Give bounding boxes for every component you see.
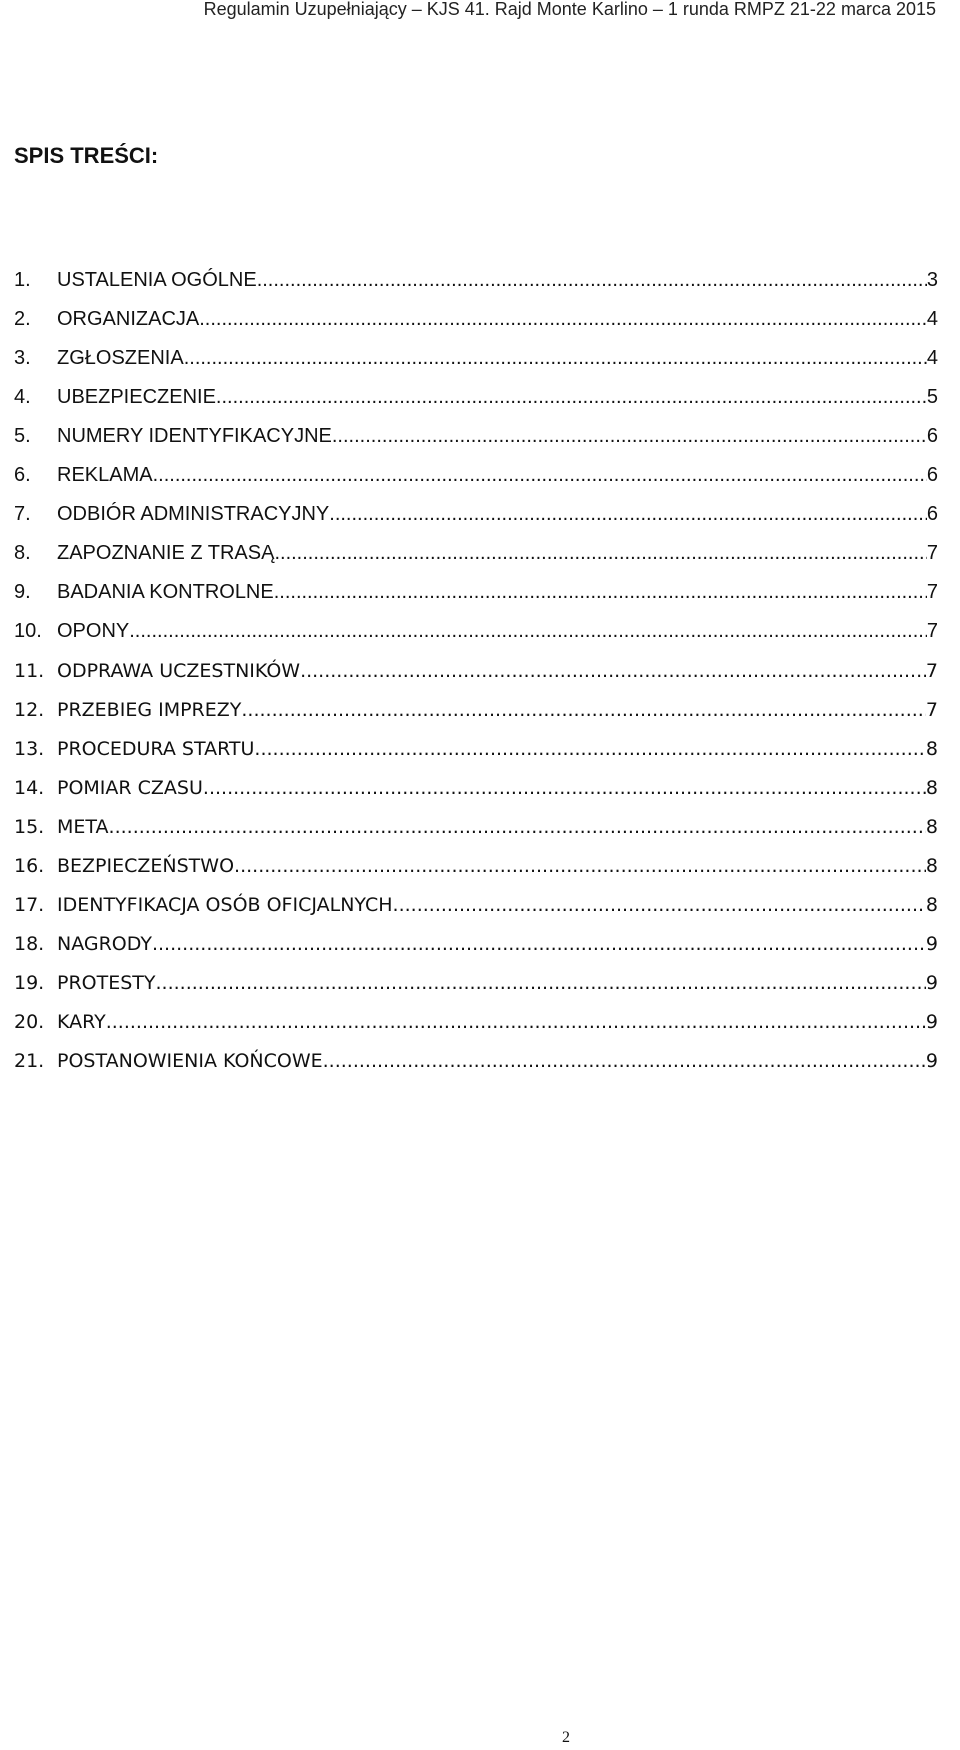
toc-entry-page: 3 bbox=[926, 269, 938, 291]
toc-entry-4[interactable] bbox=[14, 378, 938, 417]
toc-entry-number: 5. bbox=[14, 425, 31, 447]
toc-entry-page: 6 bbox=[926, 464, 938, 486]
toc-entry-label: ZGŁOSZENIA bbox=[57, 347, 184, 369]
toc-entry-number: 1. bbox=[14, 269, 31, 291]
dot-leader bbox=[254, 738, 925, 760]
toc-entry-number: 19. bbox=[14, 971, 45, 994]
running-header: Regulamin Uzupełniający – KJS 41. Rajd Monte Karlino – 1 runda RMPZ 21-22 marca 2015 bbox=[203, 0, 936, 19]
toc-entry-label: ODPRAWA UCZESTNIKÓW bbox=[57, 659, 301, 682]
toc-entry-label: META bbox=[57, 815, 109, 838]
toc-entry-number: 2. bbox=[14, 308, 31, 330]
toc-entry-15[interactable] bbox=[14, 807, 938, 846]
toc-entry-page: 8 bbox=[925, 893, 938, 916]
toc-entry-page: 9 bbox=[925, 1049, 938, 1072]
toc-entry-page: 4 bbox=[926, 347, 938, 369]
toc-entry-label: NAGRODY bbox=[57, 932, 152, 955]
toc-entry-label: OPONY bbox=[57, 620, 130, 642]
toc-entry-page: 7 bbox=[925, 659, 938, 682]
toc-entry-number: 10. bbox=[14, 620, 42, 642]
toc-entry-label: BEZPIECZEŃSTWO bbox=[57, 854, 235, 877]
toc-entry-20[interactable] bbox=[14, 1002, 938, 1041]
toc-entry-label: IDENTYFIKACJA OSÓB OFICJALNYCH bbox=[57, 893, 393, 916]
dot-leader bbox=[257, 269, 927, 292]
page-number: 2 bbox=[562, 1729, 570, 1746]
toc-entry-label: USTALENIA OGÓLNE bbox=[57, 269, 257, 291]
toc-entry-number: 7. bbox=[14, 503, 31, 525]
toc-entry-page: 8 bbox=[925, 776, 938, 799]
dot-leader bbox=[129, 620, 927, 643]
toc-entry-page: 9 bbox=[925, 932, 938, 955]
toc-entry-18[interactable] bbox=[14, 924, 938, 963]
toc-entry-label: PROTESTY bbox=[57, 971, 156, 994]
dot-leader bbox=[216, 386, 927, 409]
toc-entry-number: 15. bbox=[14, 815, 45, 838]
toc-entry-label: ORGANIZACJA bbox=[57, 308, 200, 330]
toc-entry-page: 9 bbox=[925, 971, 938, 994]
dot-leader bbox=[109, 816, 926, 838]
dot-leader bbox=[203, 777, 926, 799]
toc-entry-page: 8 bbox=[925, 737, 938, 760]
toc-entry-number: 18. bbox=[14, 932, 45, 955]
toc-entry-3[interactable] bbox=[14, 339, 938, 378]
toc-entry-16[interactable] bbox=[14, 846, 938, 885]
toc-entry-page: 5 bbox=[926, 386, 938, 408]
toc-entry-number: 13. bbox=[14, 737, 45, 760]
toc-entry-label: ODBIÓR ADMINISTRACYJNY bbox=[57, 503, 330, 525]
dot-leader bbox=[274, 581, 927, 604]
toc-entry-label: NUMERY IDENTYFIKACYJNE bbox=[57, 425, 332, 447]
toc-entry-number: 14. bbox=[14, 776, 45, 799]
dot-leader bbox=[199, 308, 927, 331]
toc-entry-page: 8 bbox=[925, 815, 938, 838]
dot-leader bbox=[152, 933, 926, 955]
toc-entry-17[interactable] bbox=[14, 885, 938, 924]
toc-entry-page: 9 bbox=[925, 1010, 938, 1033]
table-of-contents bbox=[14, 261, 938, 1080]
toc-entry-page: 7 bbox=[925, 698, 938, 721]
toc-entry-label: BADANIA KONTROLNE bbox=[57, 581, 274, 603]
toc-entry-label: ZAPOZNANIE Z TRASĄ bbox=[57, 542, 275, 564]
toc-entry-number: 17. bbox=[14, 893, 45, 916]
toc-entry-1[interactable] bbox=[14, 261, 938, 300]
dot-leader bbox=[234, 855, 926, 877]
toc-entry-page: 6 bbox=[926, 503, 938, 525]
dot-leader bbox=[274, 542, 926, 565]
toc-entry-page: 7 bbox=[926, 581, 938, 603]
dot-leader bbox=[184, 347, 927, 370]
toc-entry-page: 8 bbox=[925, 854, 938, 877]
dot-leader bbox=[153, 464, 927, 487]
toc-entry-label: POSTANOWIENIA KOŃCOWE bbox=[57, 1049, 323, 1072]
dot-leader bbox=[329, 503, 927, 526]
toc-entry-10[interactable] bbox=[14, 612, 938, 651]
toc-entry-7[interactable] bbox=[14, 495, 938, 534]
toc-entry-number: 3. bbox=[14, 347, 31, 369]
toc-entry-number: 8. bbox=[14, 542, 31, 564]
dot-leader bbox=[156, 972, 926, 994]
toc-entry-12[interactable] bbox=[14, 690, 938, 729]
toc-entry-page: 6 bbox=[926, 425, 938, 447]
toc-entry-page: 4 bbox=[926, 308, 938, 330]
toc-entry-8[interactable] bbox=[14, 534, 938, 573]
dot-leader bbox=[332, 425, 927, 448]
toc-entry-label: PROCEDURA STARTU bbox=[57, 737, 255, 760]
dot-leader bbox=[393, 894, 926, 916]
toc-entry-number: 12. bbox=[14, 698, 45, 721]
toc-entry-number: 20. bbox=[14, 1010, 45, 1033]
toc-entry-number: 16. bbox=[14, 854, 45, 877]
toc-entry-page: 7 bbox=[926, 542, 938, 564]
toc-entry-label: KARY bbox=[57, 1010, 106, 1033]
toc-entry-2[interactable] bbox=[14, 300, 938, 339]
toc-entry-number: 11. bbox=[14, 659, 45, 682]
toc-entry-21[interactable] bbox=[14, 1041, 938, 1080]
toc-entry-11[interactable] bbox=[14, 651, 938, 690]
toc-entry-number: 4. bbox=[14, 386, 31, 408]
toc-entry-number: 6. bbox=[14, 464, 31, 486]
dot-leader bbox=[323, 1050, 926, 1072]
toc-entry-19[interactable] bbox=[14, 963, 938, 1002]
dot-leader bbox=[241, 699, 926, 721]
dot-leader bbox=[106, 1011, 926, 1033]
toc-entry-label: PRZEBIEG IMPREZY bbox=[57, 698, 242, 721]
toc-entry-number: 21. bbox=[14, 1049, 45, 1072]
toc-entry-6[interactable] bbox=[14, 456, 938, 495]
toc-entry-13[interactable] bbox=[14, 729, 938, 768]
toc-entry-label: UBEZPIECZENIE bbox=[57, 386, 216, 408]
toc-entry-page: 7 bbox=[926, 620, 938, 642]
toc-entry-label: POMIAR CZASU bbox=[57, 776, 203, 799]
toc-entry-label: REKLAMA bbox=[57, 464, 153, 486]
toc-title: SPIS TREŚCI: bbox=[14, 143, 159, 168]
toc-entry-9[interactable] bbox=[14, 573, 938, 612]
dot-leader bbox=[300, 660, 926, 682]
toc-entry-number: 9. bbox=[14, 581, 31, 603]
toc-entry-5[interactable] bbox=[14, 417, 938, 456]
toc-entry-14[interactable] bbox=[14, 768, 938, 807]
